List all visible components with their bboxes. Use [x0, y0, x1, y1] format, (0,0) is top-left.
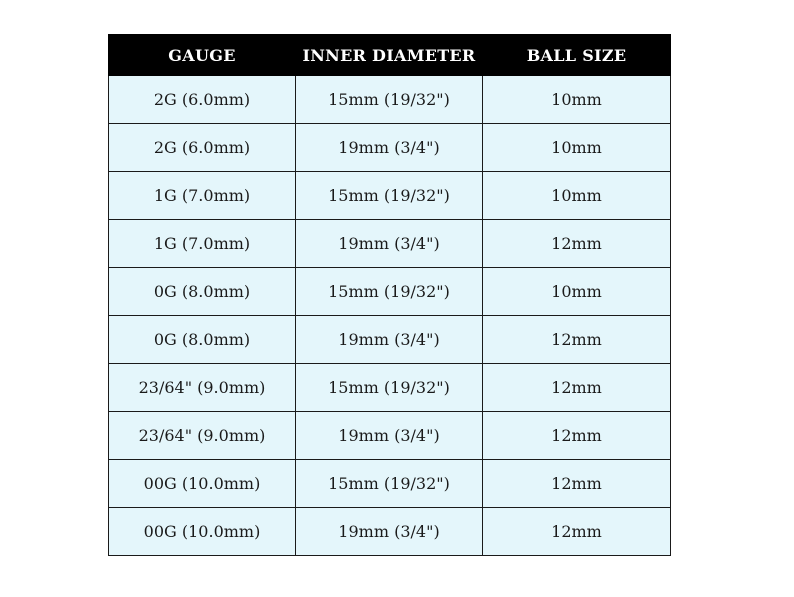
table-row: [109, 172, 671, 220]
ball-size-cell: 12mm: [483, 508, 671, 556]
header-row: [109, 35, 671, 76]
gauge-cell: 23/64" (9.0mm): [109, 412, 296, 460]
table-row: [109, 508, 671, 556]
inner-diameter-cell: 19mm (3/4"): [296, 508, 483, 556]
ball-size-cell: 10mm: [483, 268, 671, 316]
inner-diameter-cell: 19mm (3/4"): [296, 124, 483, 172]
ball-size-cell: 10mm: [483, 76, 671, 124]
gauge-cell: 2G (6.0mm): [109, 76, 296, 124]
ball-size-cell: 12mm: [483, 364, 671, 412]
ball-size-cell: 12mm: [483, 412, 671, 460]
header-inner-diameter: INNER DIAMETER: [296, 35, 483, 76]
gauge-cell: 0G (8.0mm): [109, 316, 296, 364]
inner-diameter-cell: 19mm (3/4"): [296, 220, 483, 268]
table-row: [109, 268, 671, 316]
table-row: [109, 316, 671, 364]
table-row: [109, 364, 671, 412]
ball-size-cell: 10mm: [483, 172, 671, 220]
size-chart-table: [108, 34, 671, 556]
inner-diameter-cell: 19mm (3/4"): [296, 412, 483, 460]
ball-size-cell: 10mm: [483, 124, 671, 172]
gauge-cell: 2G (6.0mm): [109, 124, 296, 172]
inner-diameter-cell: 19mm (3/4"): [296, 316, 483, 364]
header-gauge: GAUGE: [109, 35, 296, 76]
table-row: [109, 76, 671, 124]
table-row: [109, 220, 671, 268]
ball-size-cell: 12mm: [483, 220, 671, 268]
gauge-cell: 23/64" (9.0mm): [109, 364, 296, 412]
table-row: [109, 460, 671, 508]
gauge-cell: 1G (7.0mm): [109, 220, 296, 268]
table-row: [109, 124, 671, 172]
inner-diameter-cell: 15mm (19/32"): [296, 76, 483, 124]
ball-size-cell: 12mm: [483, 460, 671, 508]
inner-diameter-cell: 15mm (19/32"): [296, 172, 483, 220]
table-body: [109, 76, 671, 556]
table-header: [109, 35, 671, 76]
header-ball-size: BALL SIZE: [483, 35, 671, 76]
inner-diameter-cell: 15mm (19/32"): [296, 364, 483, 412]
gauge-cell: 0G (8.0mm): [109, 268, 296, 316]
gauge-cell: 1G (7.0mm): [109, 172, 296, 220]
ball-size-cell: 12mm: [483, 316, 671, 364]
inner-diameter-cell: 15mm (19/32"): [296, 268, 483, 316]
gauge-cell: 00G (10.0mm): [109, 460, 296, 508]
table-row: [109, 412, 671, 460]
gauge-cell: 00G (10.0mm): [109, 508, 296, 556]
inner-diameter-cell: 15mm (19/32"): [296, 460, 483, 508]
